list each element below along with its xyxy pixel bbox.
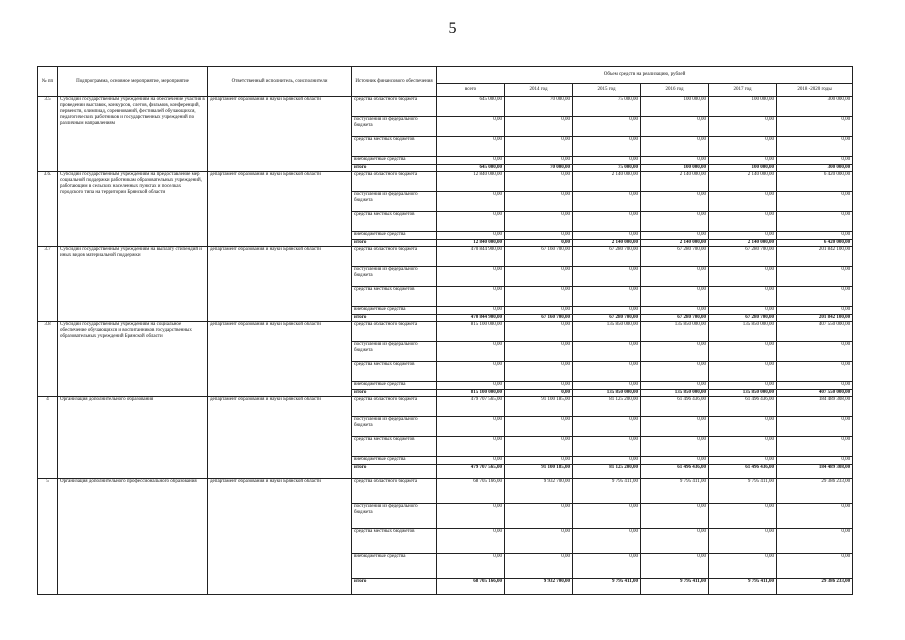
amount-cell: 0,00: [437, 137, 505, 157]
amount-cell: 0,00: [641, 417, 709, 437]
amount-cell: 61 496 436,00: [709, 465, 777, 479]
amount-cell: 0,00: [641, 437, 709, 457]
amount-cell: 67 160 700,00: [505, 315, 573, 322]
amount-cell: 68 705 166,00: [437, 579, 505, 595]
funding-source: итого: [352, 240, 437, 247]
amount-cell: 70 000,00: [505, 165, 573, 172]
amount-cell: 0,00: [709, 287, 777, 307]
amount-cell: 75 000,00: [573, 165, 641, 172]
section-program: Субсидии государственным учреждениям на предоставление мер социальной поддержки работникам образовательных учреждений, работающим в сельских населенных пунктах и поселках городского типа на территории Брянской области: [58, 172, 208, 247]
amount-cell: 0,00: [777, 417, 853, 437]
section-program: Субсидии государственным учреждениям на выплату стипендий и иных видов материальной поддержки: [58, 247, 208, 322]
table-row: [38, 172, 853, 192]
table-body: [38, 97, 853, 595]
amount-cell: 81 125 200,00: [573, 465, 641, 479]
amount-cell: 0,00: [777, 232, 853, 240]
table-row: [38, 97, 853, 117]
amount-cell: 0,00: [709, 437, 777, 457]
amount-cell: 0,00: [573, 342, 641, 362]
amount-cell: 9 932 700,00: [505, 579, 573, 595]
amount-cell: 0,00: [505, 437, 573, 457]
amount-cell: 0,00: [709, 417, 777, 437]
amount-cell: 6 420 000,00: [777, 172, 853, 192]
amount-cell: 0,00: [505, 457, 573, 465]
amount-cell: 0,00: [505, 157, 573, 165]
amount-cell: 100 000,00: [709, 165, 777, 172]
amount-cell: 0,00: [641, 307, 709, 315]
amount-cell: 201 842 100,00: [777, 247, 853, 267]
amount-cell: 407 550 000,00: [777, 390, 853, 397]
table-row: [38, 479, 853, 504]
amount-cell: 0,00: [505, 192, 573, 212]
amount-cell: 0,00: [505, 554, 573, 579]
funding-source: внебюджетные средства: [352, 157, 437, 165]
amount-cell: 0,00: [709, 232, 777, 240]
amount-cell: 0,00: [437, 342, 505, 362]
amount-cell: 300 000,00: [777, 165, 853, 172]
funding-source: поступления из федерального бюджета: [352, 342, 437, 362]
amount-cell: 0,00: [777, 362, 853, 382]
amount-cell: 0,00: [777, 504, 853, 529]
header-source: Источник финансового обеспечения: [352, 67, 437, 97]
amount-cell: 815 100 000,00: [437, 390, 505, 397]
amount-cell: 0,00: [573, 457, 641, 465]
amount-cell: 0,00: [505, 212, 573, 232]
amount-cell: 0,00: [505, 362, 573, 382]
amount-cell: 0,00: [505, 172, 573, 192]
amount-cell: 61 496 436,00: [709, 397, 777, 417]
header-year: 2014 год: [505, 84, 573, 97]
amount-cell: 0,00: [641, 117, 709, 137]
amount-cell: 0,00: [437, 529, 505, 554]
amount-cell: 479 707 565,00: [437, 397, 505, 417]
section-executor: департамент образования и науки Брянской области: [208, 479, 352, 595]
amount-cell: 0,00: [641, 362, 709, 382]
amount-cell: 135 850 000,00: [573, 322, 641, 342]
amount-cell: 9 795 411,00: [573, 579, 641, 595]
amount-cell: 91 100 185,00: [505, 465, 573, 479]
amount-cell: 9 795 411,00: [709, 579, 777, 595]
funding-source: средства областного бюджета: [352, 322, 437, 342]
funding-source: средства областного бюджета: [352, 97, 437, 117]
amount-cell: 300 000,00: [777, 97, 853, 117]
amount-cell: 100 000,00: [709, 97, 777, 117]
amount-cell: 0,00: [573, 307, 641, 315]
amount-cell: 0,00: [641, 382, 709, 390]
header-program: Подпрограмма, основное мероприятие, мероприятие: [58, 67, 208, 97]
funding-source: внебюджетные средства: [352, 554, 437, 579]
amount-cell: 68 705 166,00: [437, 479, 505, 504]
amount-cell: 0,00: [641, 157, 709, 165]
funding-source: итого: [352, 390, 437, 397]
header-year: 2015 год: [573, 84, 641, 97]
funding-source: средства местных бюджетов: [352, 437, 437, 457]
funding-source: средства местных бюджетов: [352, 137, 437, 157]
amount-cell: 67 280 700,00: [573, 247, 641, 267]
amount-cell: 0,00: [437, 554, 505, 579]
funding-source: средства областного бюджета: [352, 172, 437, 192]
amount-cell: 645 000,00: [437, 97, 505, 117]
amount-cell: 184 489 308,00: [777, 397, 853, 417]
amount-cell: 0,00: [777, 157, 853, 165]
amount-cell: 0,00: [709, 137, 777, 157]
amount-cell: 9 932 700,00: [505, 479, 573, 504]
amount-cell: 0,00: [505, 287, 573, 307]
section-index: 3.5: [38, 97, 58, 172]
amount-cell: 0,00: [709, 212, 777, 232]
amount-cell: 0,00: [641, 529, 709, 554]
amount-cell: 0,00: [709, 554, 777, 579]
amount-cell: 9 795 411,00: [641, 479, 709, 504]
amount-cell: 479 707 565,00: [437, 465, 505, 479]
funding-source: поступления из федерального бюджета: [352, 504, 437, 529]
amount-cell: 0,00: [505, 117, 573, 137]
amount-cell: 407 550 000,00: [777, 322, 853, 342]
amount-cell: 0,00: [709, 307, 777, 315]
section-executor: департамент образования и науки Брянской области: [208, 97, 352, 172]
budget-table: [37, 66, 853, 595]
header-volume: Объем средств на реализацию, рублей: [437, 67, 853, 84]
funding-source: итого: [352, 465, 437, 479]
section-program: Субсидии государственным учреждениям на обеспечение участия в проведении выставок, конкурсов, слетов, фильмов, конференций, первенств, олимпиад, соревнований, фестивалей обучающихся, педагогических работников и государственных учреждений по различным направлениям: [58, 97, 208, 172]
amount-cell: 9 795 411,00: [573, 479, 641, 504]
amount-cell: 0,00: [641, 192, 709, 212]
amount-cell: 0,00: [709, 504, 777, 529]
amount-cell: 0,00: [505, 390, 573, 397]
funding-source: средства местных бюджетов: [352, 362, 437, 382]
amount-cell: 0,00: [437, 267, 505, 287]
amount-cell: 0,00: [573, 267, 641, 287]
amount-cell: 29 386 233,00: [777, 579, 853, 595]
table-row: [38, 397, 853, 417]
funding-source: средства областного бюджета: [352, 397, 437, 417]
amount-cell: 184 489 308,00: [777, 465, 853, 479]
amount-cell: 0,00: [505, 240, 573, 247]
amount-cell: 0,00: [437, 362, 505, 382]
amount-cell: 135 850 000,00: [709, 322, 777, 342]
funding-source: поступления из федерального бюджета: [352, 417, 437, 437]
amount-cell: 100 000,00: [641, 97, 709, 117]
amount-cell: 0,00: [573, 417, 641, 437]
amount-cell: 0,00: [641, 232, 709, 240]
amount-cell: 12 840 000,00: [437, 172, 505, 192]
amount-cell: 0,00: [573, 117, 641, 137]
section-index: 3.7: [38, 247, 58, 322]
amount-cell: 0,00: [505, 267, 573, 287]
amount-cell: 61 496 436,00: [641, 397, 709, 417]
amount-cell: 0,00: [437, 382, 505, 390]
amount-cell: 0,00: [777, 554, 853, 579]
section-program: Организация дополнительного профессионального образования: [58, 479, 208, 595]
amount-cell: 67 280 700,00: [709, 247, 777, 267]
amount-cell: 0,00: [437, 157, 505, 165]
amount-cell: 0,00: [437, 437, 505, 457]
section-executor: департамент образования и науки Брянской области: [208, 247, 352, 322]
amount-cell: 0,00: [777, 457, 853, 465]
amount-cell: 2 140 000,00: [573, 172, 641, 192]
amount-cell: 0,00: [641, 137, 709, 157]
amount-cell: 0,00: [573, 437, 641, 457]
amount-cell: 0,00: [709, 529, 777, 554]
amount-cell: 815 100 000,00: [437, 322, 505, 342]
amount-cell: 0,00: [777, 137, 853, 157]
section-index: 4: [38, 397, 58, 479]
amount-cell: 0,00: [573, 232, 641, 240]
amount-cell: 0,00: [777, 192, 853, 212]
amount-cell: 0,00: [709, 117, 777, 137]
amount-cell: 0,00: [505, 322, 573, 342]
amount-cell: 0,00: [505, 417, 573, 437]
amount-cell: 0,00: [505, 307, 573, 315]
amount-cell: 0,00: [505, 529, 573, 554]
table-row: [38, 322, 853, 342]
funding-source: итого: [352, 165, 437, 172]
amount-cell: 2 140 000,00: [641, 240, 709, 247]
amount-cell: 0,00: [505, 342, 573, 362]
amount-cell: 0,00: [777, 437, 853, 457]
funding-source: средства областного бюджета: [352, 247, 437, 267]
header-executor: Ответственный исполнитель, соисполнители: [208, 67, 352, 97]
section-index: 3.8: [38, 322, 58, 397]
funding-source: поступления из федерального бюджета: [352, 192, 437, 212]
section-executor: департамент образования и науки Брянской области: [208, 322, 352, 397]
header-year: всего: [437, 84, 505, 97]
amount-cell: 0,00: [505, 232, 573, 240]
amount-cell: 0,00: [437, 212, 505, 232]
amount-cell: 0,00: [573, 192, 641, 212]
amount-cell: 0,00: [641, 342, 709, 362]
amount-cell: 61 496 436,00: [641, 465, 709, 479]
funding-source: внебюджетные средства: [352, 307, 437, 315]
amount-cell: 2 140 000,00: [709, 240, 777, 247]
funding-source: средства местных бюджетов: [352, 212, 437, 232]
amount-cell: 0,00: [709, 157, 777, 165]
amount-cell: 470 844 900,00: [437, 247, 505, 267]
amount-cell: 9 795 411,00: [641, 579, 709, 595]
funding-source: поступления из федерального бюджета: [352, 267, 437, 287]
header-year: 2018 -2020 годы: [777, 84, 853, 97]
amount-cell: 0,00: [641, 287, 709, 307]
amount-cell: 0,00: [777, 117, 853, 137]
amount-cell: 0,00: [709, 457, 777, 465]
amount-cell: 0,00: [573, 529, 641, 554]
table-row: [38, 247, 853, 267]
amount-cell: 0,00: [777, 307, 853, 315]
amount-cell: 75 000,00: [573, 97, 641, 117]
amount-cell: 0,00: [573, 212, 641, 232]
amount-cell: 135 850 000,00: [641, 390, 709, 397]
amount-cell: 135 850 000,00: [709, 390, 777, 397]
funding-source: внебюджетные средства: [352, 457, 437, 465]
section-executor: департамент образования и науки Брянской области: [208, 397, 352, 479]
header-year: 2017 год: [709, 84, 777, 97]
amount-cell: 0,00: [709, 267, 777, 287]
amount-cell: 0,00: [709, 192, 777, 212]
amount-cell: 0,00: [437, 417, 505, 437]
amount-cell: 67 280 700,00: [641, 247, 709, 267]
amount-cell: 0,00: [573, 362, 641, 382]
page-number: 5: [448, 20, 457, 37]
amount-cell: 0,00: [573, 287, 641, 307]
amount-cell: 100 000,00: [641, 165, 709, 172]
section-program: Организация дополнительного образования: [58, 397, 208, 479]
amount-cell: 2 140 000,00: [709, 172, 777, 192]
amount-cell: 201 842 100,00: [777, 315, 853, 322]
funding-source: внебюджетные средства: [352, 232, 437, 240]
amount-cell: 9 795 411,00: [709, 479, 777, 504]
amount-cell: 0,00: [505, 504, 573, 529]
amount-cell: 135 850 000,00: [573, 390, 641, 397]
section-executor: департамент образования и науки Брянской области: [208, 172, 352, 247]
section-index: 5: [38, 479, 58, 595]
amount-cell: 67 160 700,00: [505, 247, 573, 267]
amount-cell: 0,00: [777, 267, 853, 287]
amount-cell: 2 140 000,00: [641, 172, 709, 192]
amount-cell: 470 844 900,00: [437, 315, 505, 322]
amount-cell: 0,00: [777, 342, 853, 362]
amount-cell: 0,00: [641, 457, 709, 465]
funding-source: внебюджетные средства: [352, 382, 437, 390]
amount-cell: 0,00: [777, 287, 853, 307]
amount-cell: 0,00: [437, 192, 505, 212]
amount-cell: 67 280 700,00: [573, 315, 641, 322]
amount-cell: 29 386 233,00: [777, 479, 853, 504]
amount-cell: 70 000,00: [505, 97, 573, 117]
header-index: № пп: [38, 67, 58, 97]
funding-source: итого: [352, 579, 437, 595]
amount-cell: 0,00: [505, 137, 573, 157]
amount-cell: 135 850 000,00: [641, 322, 709, 342]
amount-cell: 0,00: [777, 529, 853, 554]
amount-cell: 67 280 700,00: [641, 315, 709, 322]
amount-cell: 645 000,00: [437, 165, 505, 172]
header-year: 2016 год: [641, 84, 709, 97]
amount-cell: 0,00: [641, 554, 709, 579]
amount-cell: 0,00: [709, 362, 777, 382]
funding-source: поступления из федерального бюджета: [352, 117, 437, 137]
amount-cell: 12 840 000,00: [437, 240, 505, 247]
amount-cell: 0,00: [437, 504, 505, 529]
amount-cell: 2 140 000,00: [573, 240, 641, 247]
funding-source: средства местных бюджетов: [352, 529, 437, 554]
amount-cell: 0,00: [437, 307, 505, 315]
amount-cell: 0,00: [437, 117, 505, 137]
amount-cell: 0,00: [709, 342, 777, 362]
amount-cell: 0,00: [573, 157, 641, 165]
amount-cell: 0,00: [777, 382, 853, 390]
amount-cell: 0,00: [641, 212, 709, 232]
funding-source: средства местных бюджетов: [352, 287, 437, 307]
amount-cell: 0,00: [641, 504, 709, 529]
amount-cell: 0,00: [573, 504, 641, 529]
funding-source: итого: [352, 315, 437, 322]
section-program: Субсидии государственным учреждениям на социальное обеспечение обучающихся и воспитанников государственных образовательных учреждений Брянской области: [58, 322, 208, 397]
amount-cell: 67 280 700,00: [709, 315, 777, 322]
header-row: [38, 67, 853, 84]
amount-cell: 0,00: [437, 457, 505, 465]
amount-cell: 0,00: [573, 382, 641, 390]
amount-cell: 0,00: [573, 137, 641, 157]
amount-cell: 6 420 000,00: [777, 240, 853, 247]
amount-cell: 0,00: [437, 232, 505, 240]
amount-cell: 0,00: [437, 287, 505, 307]
funding-source: средства областного бюджета: [352, 479, 437, 504]
amount-cell: 0,00: [709, 382, 777, 390]
amount-cell: 0,00: [573, 554, 641, 579]
amount-cell: 91 100 185,00: [505, 397, 573, 417]
section-index: 3.6.: [38, 172, 58, 247]
amount-cell: 0,00: [777, 212, 853, 232]
amount-cell: 81 125 200,00: [573, 397, 641, 417]
amount-cell: 0,00: [505, 382, 573, 390]
amount-cell: 0,00: [641, 267, 709, 287]
